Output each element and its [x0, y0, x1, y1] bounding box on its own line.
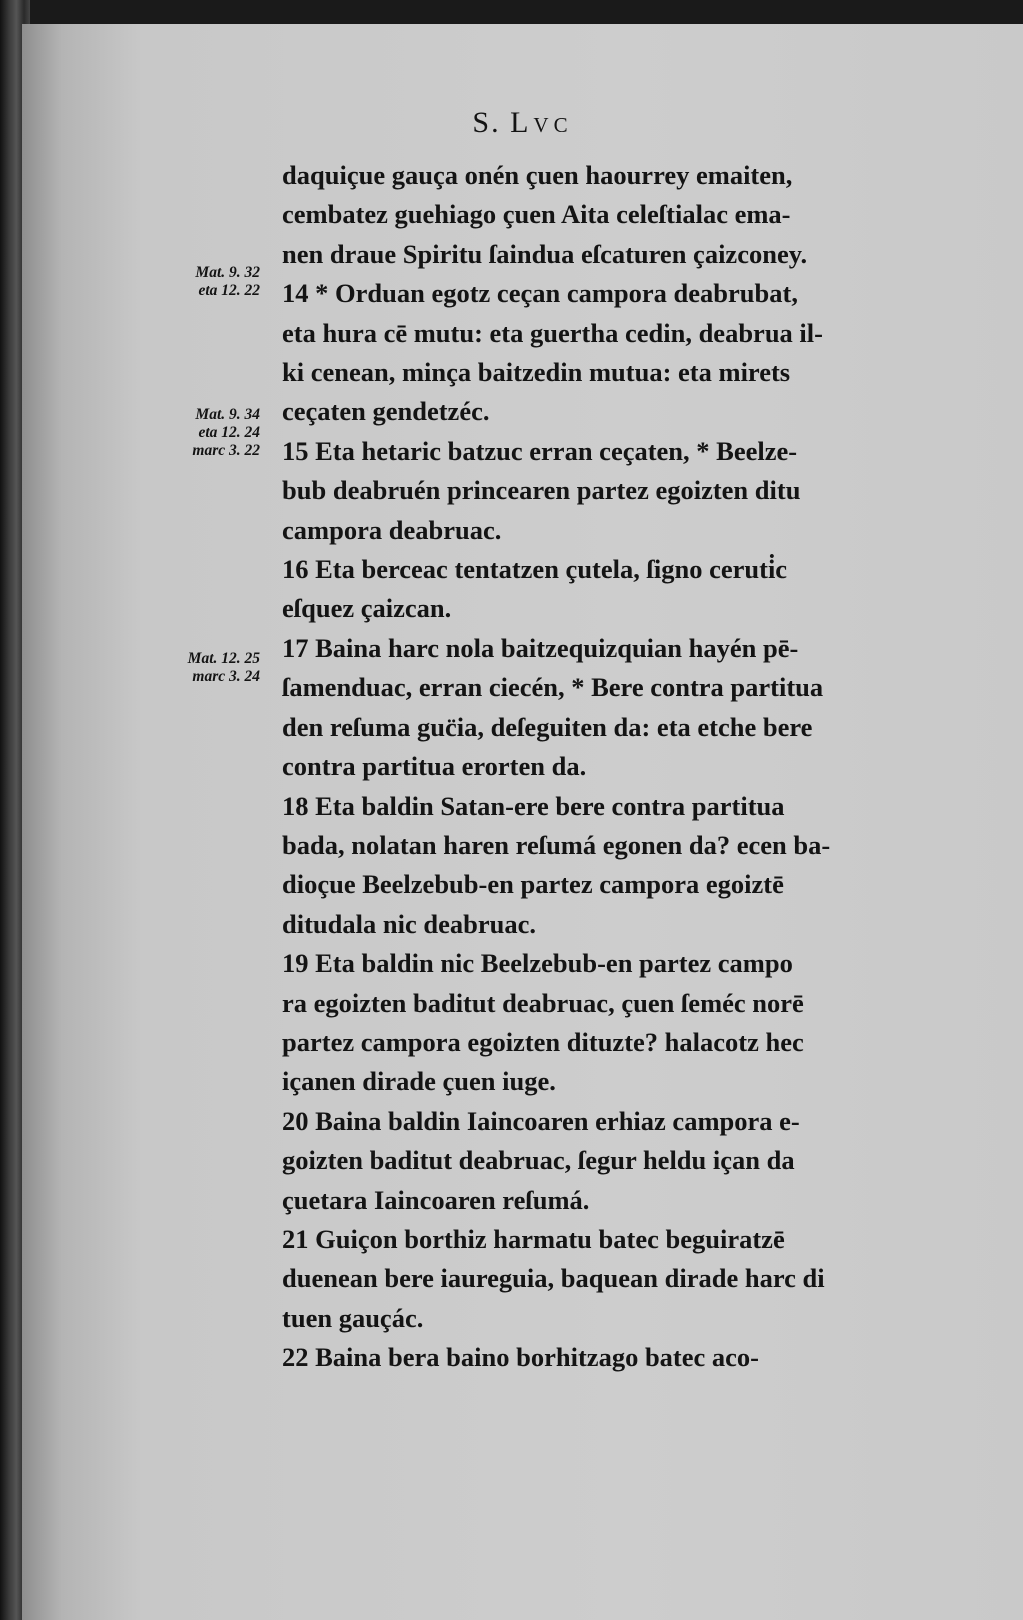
text-line: tuen gauçác.: [282, 1302, 424, 1333]
margin-note-2-line2: eta 12. 24: [198, 424, 260, 441]
text-line: ditudala nic deabruac.: [282, 908, 537, 939]
margin-note-3-line2: marc 3. 24: [192, 668, 260, 685]
text-line: 21 Guiçon borthiz harmatu batec beguiratzē: [282, 1223, 785, 1254]
text-line: bada, nolatan haren reſumá egonen da? ecen ba-: [282, 829, 831, 860]
text-line: campora deabruac.: [282, 514, 502, 545]
text-line: cembatez guehiago çuen Aita celeſtialac ema-: [282, 199, 791, 230]
text-line: ceçaten gendetzéc.: [282, 396, 490, 427]
text-line: içanen dirade çuen iuge.: [282, 1066, 556, 1097]
text-line: contra partitua erorten da.: [282, 751, 587, 782]
text-line: 16 Eta berceac tentatzen çutela, ſigno ceruti̇c: [282, 554, 788, 585]
book-page: [22, 24, 1023, 1620]
text-line: duenean bere iaureguia, baquean dirade harc di: [282, 1263, 825, 1294]
text-line: eſquez çaizcan.: [282, 593, 452, 624]
margin-note-3-line1: Mat. 12. 25: [187, 650, 260, 667]
text-line: nen draue Spiritu ſaindua eſcaturen çaizconey.: [282, 238, 808, 269]
text-line: 15 Eta hetaric batzuc erran ceçaten, * Beelze-: [282, 435, 798, 466]
margin-note-2-line3: marc 3. 22: [192, 442, 260, 459]
text-line: 22 Baina bera baino borhitzago batec aco-: [282, 1342, 759, 1373]
text-line: 18 Eta baldin Satan-ere bere contra partitua: [282, 790, 785, 821]
text-line: daquiçue gauça onén çuen haourrey emaiten,: [282, 160, 793, 190]
text-line: ra egoizten baditut deabruac, çuen ſeméc norē: [282, 987, 804, 1018]
page-body-text: [282, 156, 962, 1378]
running-header: [22, 106, 1023, 140]
header-book-name: Lvc: [510, 106, 573, 139]
text-line: goizten baditut deabruac, ſegur heldu içan da: [282, 1145, 795, 1176]
text-line: 17 Baina harc nola baitzequizquian hayén pē-: [282, 632, 799, 663]
text-line: eta hura cē mutu: eta guertha cedin, deabrua il-: [282, 317, 823, 348]
text-line: partez campora egoizten dituzte? halacotz hec: [282, 1026, 804, 1057]
margin-note-3: [142, 650, 260, 686]
text-line: ſamenduac, erran ciecén, * Bere contra partitua: [282, 672, 824, 703]
text-line: 19 Eta baldin nic Beelzebub-en partez campo: [282, 948, 793, 979]
margin-note-2-line1: Mat. 9. 34: [195, 406, 260, 423]
text-line: ki cenean, minça baitzedin mutua: eta mirets: [282, 357, 791, 388]
text-line: 20 Baina baldin Iaincoaren erhiaz campora e-: [282, 1105, 800, 1136]
margin-note-1: [142, 264, 260, 300]
text-line: 14 * Orduan egotz ceçan campora deabrubat,: [282, 278, 798, 309]
text-line: den reſuma guc̈ia, deſeguiten da: eta etche bere: [282, 711, 813, 742]
header-prefix: S.: [472, 106, 501, 139]
margin-note-1-line2: eta 12. 22: [198, 282, 260, 299]
margin-note-1-line1: Mat. 9. 32: [195, 264, 260, 281]
text-line: çuetara Iaincoaren reſumá.: [282, 1184, 590, 1215]
margin-note-2: [142, 406, 260, 460]
text-line: dioçue Beelzebub-en partez campora egoiztē: [282, 869, 784, 900]
text-line: bub deabruén princearen partez egoizten ditu: [282, 475, 801, 506]
